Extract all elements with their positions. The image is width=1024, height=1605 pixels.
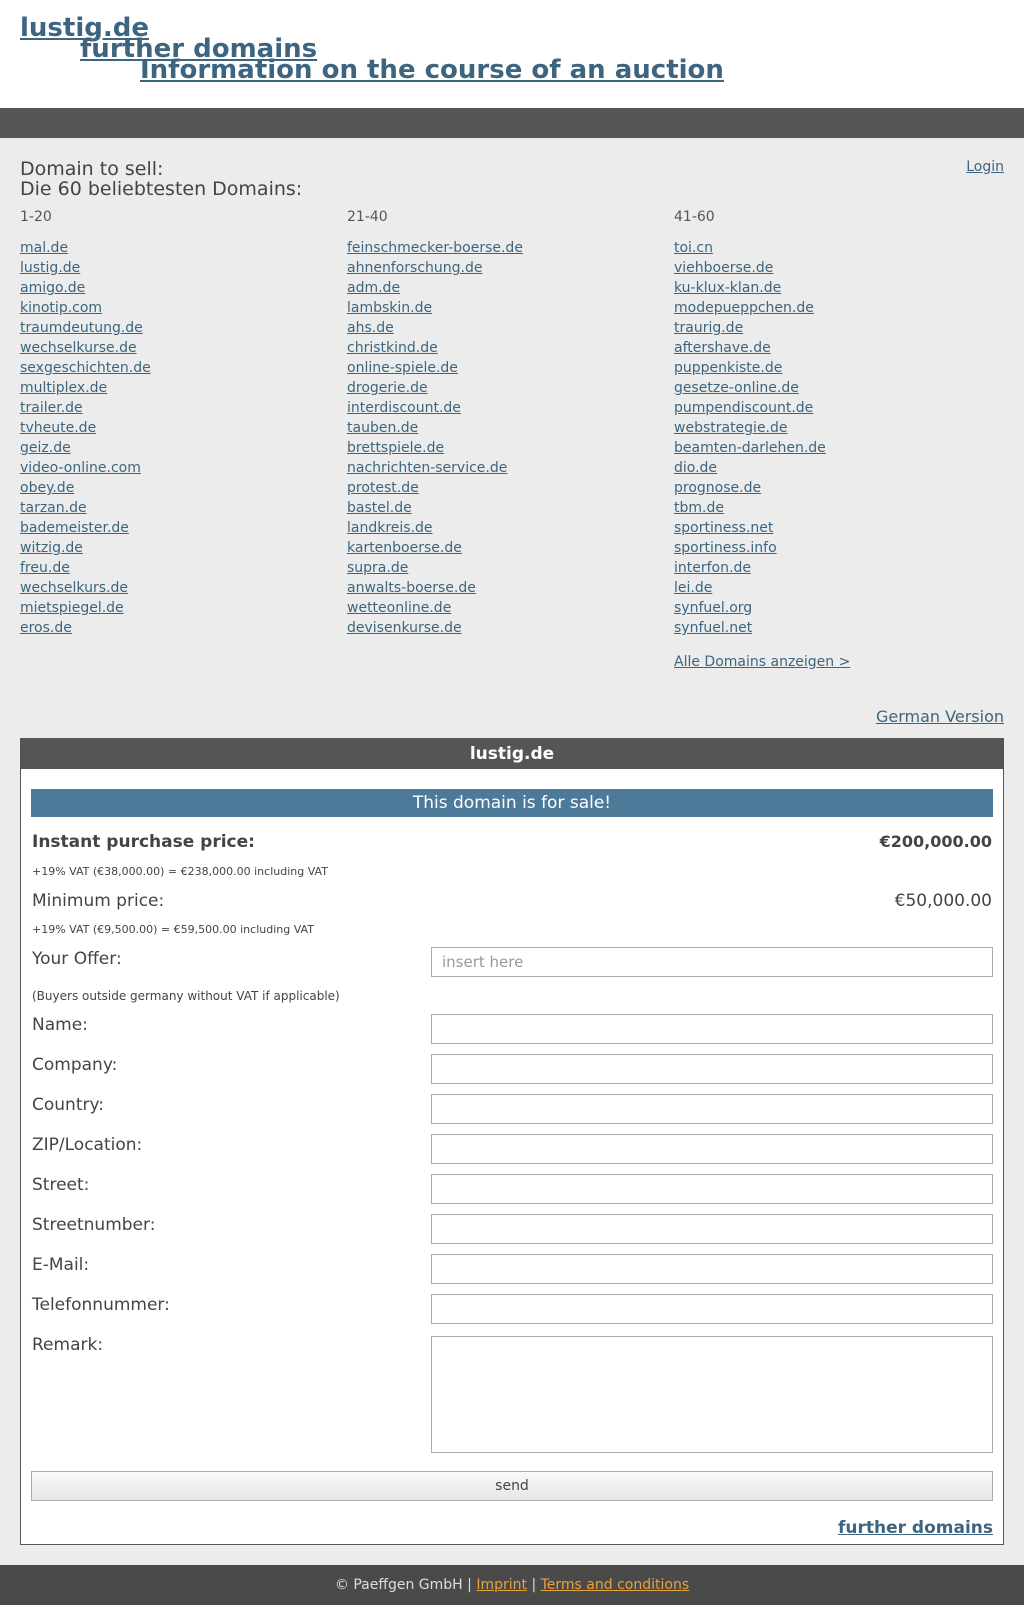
domain-link[interactable]: video-online.com bbox=[20, 460, 141, 476]
domain-link[interactable]: prognose.de bbox=[674, 480, 762, 496]
list-item bbox=[20, 438, 340, 458]
offer-label: Your Offer: bbox=[32, 949, 122, 969]
intro-line-2: Die 60 beliebtesten Domains: bbox=[20, 178, 303, 200]
offer-panel bbox=[20, 738, 1004, 1545]
panel-title: lustig.de bbox=[21, 739, 1003, 769]
list-item bbox=[674, 418, 994, 438]
list-item bbox=[20, 498, 340, 518]
copyright-text: © Paeffgen GmbH | bbox=[334, 1577, 472, 1593]
domain-link[interactable]: puppenkiste.de bbox=[674, 360, 783, 376]
list-item bbox=[347, 458, 667, 478]
domain-link[interactable]: witzig.de bbox=[20, 540, 83, 556]
list-item bbox=[20, 278, 340, 298]
column-range: 1-20 bbox=[20, 209, 52, 225]
domain-link[interactable]: tbm.de bbox=[674, 500, 724, 516]
list-item bbox=[347, 418, 667, 438]
list-item bbox=[674, 498, 994, 518]
name-label: Name: bbox=[32, 1015, 88, 1035]
domain-link[interactable]: amigo.de bbox=[20, 280, 86, 296]
domain-link[interactable]: sexgeschichten.de bbox=[20, 360, 151, 376]
domain-link[interactable]: toi.cn bbox=[674, 240, 713, 256]
list-item bbox=[674, 618, 994, 638]
domain-link[interactable]: drogerie.de bbox=[347, 380, 428, 396]
list-item bbox=[347, 318, 667, 338]
list-item bbox=[20, 418, 340, 438]
remark-label: Remark: bbox=[32, 1335, 104, 1355]
name-input[interactable] bbox=[431, 1014, 993, 1044]
list-item bbox=[20, 518, 340, 538]
company-label: Company: bbox=[32, 1055, 118, 1075]
list-item bbox=[674, 478, 994, 498]
domain-link[interactable]: devisenkurse.de bbox=[347, 620, 462, 636]
all-domains-link[interactable]: Alle Domains anzeigen > bbox=[674, 654, 851, 670]
domain-link[interactable]: feinschmecker-boerse.de bbox=[347, 240, 523, 256]
domain-link[interactable]: gesetze-online.de bbox=[674, 380, 799, 396]
phone-label: Telefonnummer: bbox=[32, 1295, 170, 1315]
instant-price-value: €200,000.00 bbox=[879, 832, 992, 851]
list-item bbox=[20, 558, 340, 578]
list-item bbox=[20, 538, 340, 558]
further-domains-link[interactable]: further domains bbox=[80, 34, 318, 64]
domain-link[interactable]: tarzan.de bbox=[20, 500, 87, 516]
domain-link[interactable]: webstrategie.de bbox=[674, 420, 788, 436]
domain-link[interactable]: dio.de bbox=[674, 460, 718, 476]
offer-input[interactable] bbox=[431, 947, 993, 977]
list-item bbox=[674, 258, 994, 278]
send-button[interactable]: send bbox=[31, 1471, 993, 1501]
domain-list bbox=[347, 238, 667, 638]
list-item bbox=[20, 398, 340, 418]
list-item bbox=[20, 318, 340, 338]
domain-link[interactable]: modepueppchen.de bbox=[674, 300, 814, 316]
domain-link[interactable]: obey.de bbox=[20, 480, 75, 496]
domain-link[interactable]: beamten-darlehen.de bbox=[674, 440, 826, 456]
auction-info-link[interactable]: Information on the course of an auction bbox=[140, 55, 724, 85]
zip-label: ZIP/Location: bbox=[32, 1135, 143, 1155]
german-version-link[interactable]: German Version bbox=[876, 707, 1004, 726]
domain-link[interactable]: wechselkurse.de bbox=[20, 340, 137, 356]
list-item bbox=[347, 558, 667, 578]
domain-link[interactable]: interdiscount.de bbox=[347, 400, 461, 416]
domain-list bbox=[20, 238, 340, 638]
domain-link[interactable]: interfon.de bbox=[674, 560, 751, 576]
domain-link[interactable]: landkreis.de bbox=[347, 520, 433, 536]
streetnumber-input[interactable] bbox=[431, 1214, 993, 1244]
domain-link[interactable]: aftershave.de bbox=[674, 340, 771, 356]
footer-separator: | bbox=[531, 1577, 537, 1593]
list-item bbox=[347, 338, 667, 358]
domain-link[interactable]: tvheute.de bbox=[20, 420, 97, 436]
list-item bbox=[347, 358, 667, 378]
domain-link[interactable]: mietspiegel.de bbox=[20, 600, 124, 616]
list-item bbox=[674, 598, 994, 618]
list-item bbox=[347, 578, 667, 598]
domain-link[interactable]: ku-klux-klan.de bbox=[674, 280, 782, 296]
domain-link[interactable]: eros.de bbox=[20, 620, 72, 636]
list-item bbox=[674, 338, 994, 358]
list-item bbox=[674, 398, 994, 418]
list-item bbox=[347, 598, 667, 618]
intro-heading bbox=[20, 159, 302, 199]
list-item bbox=[20, 618, 340, 638]
domain-link[interactable]: freu.de bbox=[20, 560, 70, 576]
street-label: Street: bbox=[32, 1175, 90, 1195]
domain-column-3 bbox=[674, 208, 994, 638]
terms-link[interactable]: Terms and conditions bbox=[540, 1577, 690, 1593]
domain-link[interactable]: sportiness.net bbox=[674, 520, 774, 536]
domain-column-1 bbox=[20, 208, 340, 638]
list-item bbox=[347, 378, 667, 398]
min-vat-note: +19% VAT (€9,500.00) = €59,500.00 including VAT bbox=[32, 923, 314, 936]
domain-link[interactable]: bastel.de bbox=[347, 500, 412, 516]
domain-column-2 bbox=[347, 208, 667, 638]
nav-bar bbox=[0, 108, 1024, 138]
domain-link[interactable]: wechselkurs.de bbox=[20, 580, 128, 596]
domain-link[interactable]: ahnenforschung.de bbox=[347, 260, 483, 276]
instant-price-label: Instant purchase price: bbox=[32, 832, 255, 852]
domain-link[interactable]: online-spiele.de bbox=[347, 360, 458, 376]
remark-textarea[interactable] bbox=[431, 1336, 993, 1453]
email-label: E-Mail: bbox=[32, 1255, 90, 1275]
domain-link[interactable]: ahs.de bbox=[347, 320, 394, 336]
login-link[interactable]: Login bbox=[966, 159, 1004, 175]
domain-link[interactable]: christkind.de bbox=[347, 340, 438, 356]
instant-vat-note: +19% VAT (€38,000.00) = €238,000.00 including VAT bbox=[32, 865, 328, 878]
country-input[interactable] bbox=[431, 1094, 993, 1124]
site-title-link[interactable]: lustig.de bbox=[20, 13, 149, 43]
list-item bbox=[347, 478, 667, 498]
domain-link[interactable]: synfuel.org bbox=[674, 600, 753, 616]
list-item bbox=[20, 358, 340, 378]
list-item bbox=[347, 438, 667, 458]
domain-link[interactable]: nachrichten-service.de bbox=[347, 460, 508, 476]
list-item bbox=[347, 538, 667, 558]
domain-link[interactable]: trailer.de bbox=[20, 400, 83, 416]
sale-banner: This domain is for sale! bbox=[31, 789, 993, 817]
list-item bbox=[674, 558, 994, 578]
domain-link[interactable]: anwalts-boerse.de bbox=[347, 580, 476, 596]
site-header bbox=[0, 0, 1024, 108]
list-item bbox=[20, 458, 340, 478]
offer-note: (Buyers outside germany without VAT if applicable) bbox=[32, 989, 340, 1003]
streetnumber-label: Streetnumber: bbox=[32, 1215, 156, 1235]
column-range: 21-40 bbox=[347, 209, 388, 225]
domain-link[interactable]: protest.de bbox=[347, 480, 419, 496]
list-item bbox=[20, 238, 340, 258]
domain-link[interactable]: adm.de bbox=[347, 280, 401, 296]
domain-link[interactable]: supra.de bbox=[347, 560, 409, 576]
list-item bbox=[674, 438, 994, 458]
domain-link[interactable]: lei.de bbox=[674, 580, 713, 596]
phone-input[interactable] bbox=[431, 1294, 993, 1324]
domain-link[interactable]: wetteonline.de bbox=[347, 600, 452, 616]
email-input[interactable] bbox=[431, 1254, 993, 1284]
list-item bbox=[674, 578, 994, 598]
domain-link[interactable]: pumpendiscount.de bbox=[674, 400, 814, 416]
domain-link[interactable]: brettspiele.de bbox=[347, 440, 445, 456]
list-item bbox=[674, 358, 994, 378]
list-item bbox=[674, 298, 994, 318]
domain-link[interactable]: kartenboerse.de bbox=[347, 540, 462, 556]
column-range: 41-60 bbox=[674, 209, 715, 225]
street-input[interactable] bbox=[431, 1174, 993, 1204]
domain-link[interactable]: lambskin.de bbox=[347, 300, 433, 316]
list-item bbox=[347, 498, 667, 518]
list-item bbox=[347, 618, 667, 638]
list-item bbox=[347, 298, 667, 318]
domain-link[interactable]: geiz.de bbox=[20, 440, 71, 456]
min-price-value: €50,000.00 bbox=[894, 891, 992, 911]
list-item bbox=[20, 578, 340, 598]
domain-list bbox=[674, 238, 994, 638]
company-input[interactable] bbox=[431, 1054, 993, 1084]
intro-line-1: Domain to sell: bbox=[20, 158, 164, 180]
list-item bbox=[20, 378, 340, 398]
imprint-link[interactable]: Imprint bbox=[476, 1577, 527, 1593]
site-footer bbox=[0, 1565, 1024, 1605]
list-item bbox=[347, 518, 667, 538]
domain-link[interactable]: multiplex.de bbox=[20, 380, 108, 396]
list-item bbox=[20, 338, 340, 358]
min-price-label: Minimum price: bbox=[32, 891, 165, 911]
list-item bbox=[20, 298, 340, 318]
country-label: Country: bbox=[32, 1095, 105, 1115]
domain-link[interactable]: synfuel.net bbox=[674, 620, 753, 636]
list-item bbox=[674, 378, 994, 398]
domain-link[interactable]: sportiness.info bbox=[674, 540, 777, 556]
further-domains-footer-link[interactable]: further domains bbox=[837, 1518, 993, 1538]
list-item bbox=[674, 278, 994, 298]
list-item bbox=[674, 538, 994, 558]
domain-link[interactable]: tauben.de bbox=[347, 420, 419, 436]
list-item bbox=[347, 238, 667, 258]
list-item bbox=[674, 458, 994, 478]
list-item bbox=[20, 258, 340, 278]
domain-link[interactable]: bademeister.de bbox=[20, 520, 129, 536]
list-item bbox=[347, 278, 667, 298]
list-item bbox=[347, 258, 667, 278]
domain-link[interactable]: traurig.de bbox=[674, 320, 744, 336]
domain-link[interactable]: kinotip.com bbox=[20, 300, 103, 316]
domain-link[interactable]: viehboerse.de bbox=[674, 260, 774, 276]
list-item bbox=[674, 238, 994, 258]
list-item bbox=[20, 478, 340, 498]
domain-link[interactable]: traumdeutung.de bbox=[20, 320, 143, 336]
domain-link[interactable]: mal.de bbox=[20, 240, 69, 256]
zip-input[interactable] bbox=[431, 1134, 993, 1164]
domain-link[interactable]: lustig.de bbox=[20, 260, 81, 276]
list-item bbox=[674, 518, 994, 538]
list-item bbox=[347, 398, 667, 418]
list-item bbox=[674, 318, 994, 338]
list-item bbox=[20, 598, 340, 618]
